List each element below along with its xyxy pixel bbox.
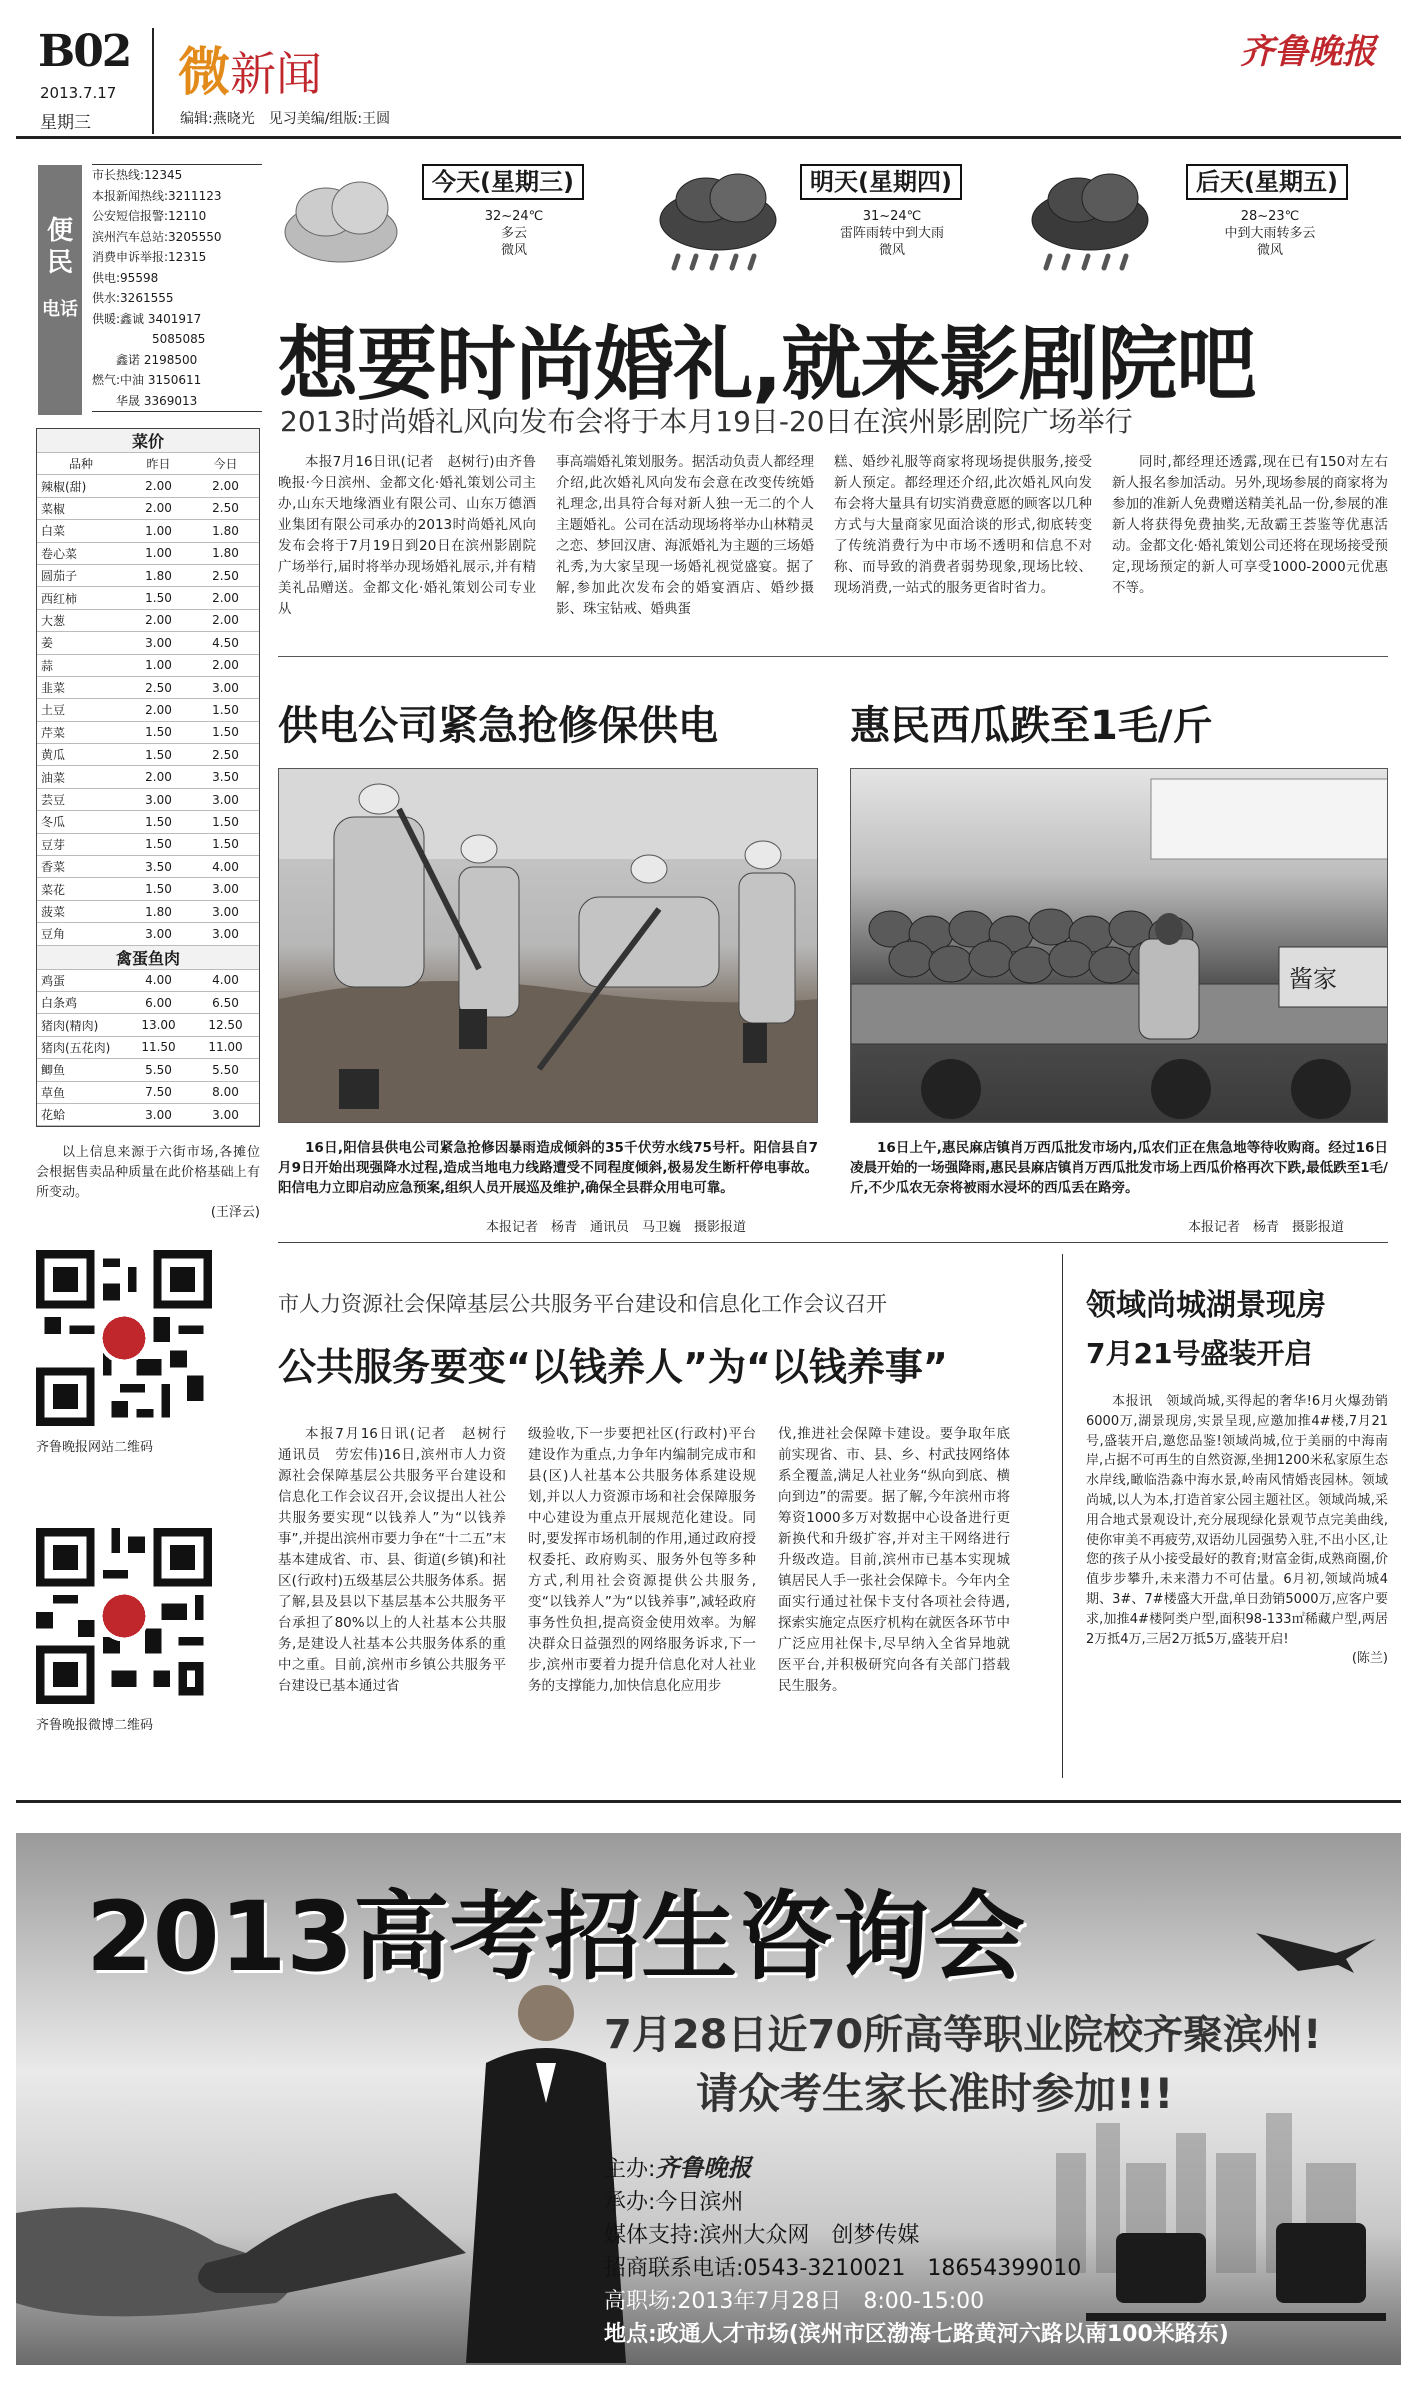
item-name: 豆角 [37,923,125,945]
price-today: 3.00 [192,676,259,698]
price-row [37,676,259,698]
ad-host [604,2151,1229,2186]
ad-title: 2013高考招生咨询会 [86,1881,1026,1993]
section-title-b: 新闻 [230,47,323,101]
weather-temp: 32~24℃ [484,209,544,224]
hotline-item: 供暖:鑫诚 3401917 [92,311,202,326]
item-name: 芹菜 [37,721,125,743]
header-divider [152,28,154,134]
service-column [278,1424,520,1697]
item-name: 西红柿 [37,587,125,609]
weather-after-info [1200,208,1340,259]
price-today: 1.50 [192,833,259,855]
item-name: 鸡蛋 [37,969,125,991]
price-table-title: 菜价 [37,429,259,453]
price-yesterday: 5.50 [125,1059,192,1081]
item-name: 姜 [37,632,125,654]
airplane-icon [1256,1933,1376,1973]
weather-today [276,160,636,285]
cart-sign-text: 酱家 [1289,965,1337,993]
price-yesterday: 1.50 [125,721,192,743]
lead-column [556,452,814,620]
thunder-rain-icon [648,160,788,285]
price-today: 4.00 [192,856,259,878]
price-yesterday: 1.00 [125,542,192,564]
price-today: 4.50 [192,632,259,654]
price-row [37,632,259,654]
ad-venue: 地点:政通人才市场(滨州市区渤海七路黄河六路以南100米路东) [604,2322,1229,2347]
qr-weibo-label: 齐鲁晚报微博二维码 [36,1718,154,1733]
estate-author: (陈兰) [1351,1651,1388,1667]
hotline-item: 消费申诉举报:12315 [92,250,207,264]
price-row [37,788,259,810]
price-today: 2.00 [192,587,259,609]
hotline-item: 市长热线:12345 [92,168,183,182]
price-yesterday: 1.50 [125,878,192,900]
price-today: 2.00 [192,654,259,676]
price-today: 2.00 [192,609,259,631]
price-today: 2.00 [192,475,259,497]
qr-code-icon [36,1250,212,1426]
hotline-list [92,164,262,412]
ad-line2: 请众考生家长准时参加!!! [696,2069,1174,2118]
price-yesterday: 1.50 [125,833,192,855]
item-name: 韭菜 [37,676,125,698]
price-yesterday: 2.00 [125,699,192,721]
item-name: 卷心菜 [37,542,125,564]
lead-column [278,452,536,620]
hotline-item: 燃气:中油 3150611 [92,373,202,387]
estate-paragraph: 本报讯 领域尚城,买得起的奢华!6月火爆劲销6000万,湖景现房,实景呈现,应邀加推4#楼,7月21号,盛装开启,邀您品鉴!领域尚城,位于美丽的中海南岸,占据不可再生的自然资源,坐拥1200米私家原生态水岸线,瞰临浩淼中海水景,岭南风情婚丧园林。领域尚城,以人为本,打造首家公园主题社区。领域尚城,采用合地式景观设计,充分展现绿化景观节点完美曲线,使你审美不再疲劳,双语幼儿园强势入驻,不出小区,让您的孩子从小接受最好的教育;财富金街,成熟商圈,价值步步攀升,未来潜力不可估量。6月初,领域尚城4期、3#、7#楼盛大开盘,单日劲销5000万,应客户要求,加推4#楼阿类户型,面积98-133㎡稀藏户型,两居2万抵4万,三居2万抵5万,盛装开启! [1086,1394,1388,1647]
weather-cond: 中到大雨转多云 [1224,226,1316,241]
price-today: 6.50 [192,991,259,1013]
col-head: 品种 [37,453,125,475]
price-today: 3.00 [192,900,259,922]
section-title-a: 微 [178,42,231,103]
photo2-title: 惠民西瓜跌至1毛/斤 [850,703,1213,749]
photo1-caption: 16日,阳信县供电公司紧急抢修因暴雨造成倾斜的35千伏劳水线75号杆。阳信县自7月9日开始出现强降水过程,造成当地电力线路遭受不同程度倾斜,极易发生断杆停电事故。阳信电力立即启动应急预案,组织人员开展巡及维护,确保全县群众用电可靠。 [278,1140,818,1196]
photo-divider [278,1242,1388,1243]
lead-divider [278,656,1388,657]
price-row [37,878,259,900]
service-column [528,1424,756,1697]
lead-paragraph: 事高端婚礼策划服务。据活动负责人都经理介绍,此次婚礼风向发布会意在改变传统婚礼理念,出具符合每对新人独一无二的个人主题婚礼。公司在活动现场将举办山林精灵之恋、梦回汉唐、海派婚礼为主题的三场婚礼秀,为大家呈现一场婚礼视觉盛宴。据了解,参加此次发布会的婚宴酒店、婚纱摄影、珠宝钻戒、婚典蛋 [556,454,814,617]
ad-line1: 7月28日近70所高等职业院校齐聚滨州! [604,2012,1322,2058]
price-yesterday: 2.00 [125,766,192,788]
businessman [466,1985,626,2363]
price-row [37,900,259,922]
hotline-item: 本报新闻热线:3211123 [92,188,222,203]
heavy-rain-icon [1020,160,1160,285]
weather-wind: 微风 [878,243,905,258]
price-row [37,833,259,855]
price-yesterday: 1.80 [125,564,192,586]
item-name: 大葱 [37,609,125,631]
hotline-tag-sub: 电话 [42,299,78,320]
photo2-image [850,768,1388,1123]
item-name: 花蛤 [37,1103,125,1125]
hotline-tag-main: 便民 [46,216,73,278]
price-row [37,766,259,788]
price-row [37,1059,259,1081]
service-headline: 公共服务要变“以钱养人”为“以钱养事” [278,1345,948,1389]
price-row [37,721,259,743]
price-row [37,1014,259,1036]
price-yesterday: 3.00 [125,788,192,810]
item-name: 土豆 [37,699,125,721]
weather-today-label: 今天(星期三) [422,164,584,200]
handshake-right [198,2193,466,2293]
item-name: 黄瓜 [37,744,125,766]
hotline-item: 5085085 [92,332,206,346]
price-row [37,744,259,766]
service-paragraph: 本报7月16日讯(记者 赵树行 通讯员 劳宏伟)16日,滨州市人力资源社会保障基层公共服务平台建设和信息化工作会议召开,会议提出人社公共服务要实现“以钱养人”为“以钱养事”,并提出滨州市要力争在“十二五”末基本建成省、市、县、街道(乡镇)和社区(行政村)五级基层公共服务体系。据了解,县及县以下基层基本公共服务平台承担了80%以上的人社基本公共服务,是建设人社基本公共服务体系的重中之重。目前,滨州市乡镇公共服务平台建设已基本通过省 [278,1426,520,1694]
item-name: 白菜 [37,520,125,542]
price-note-author: (王泽云) [210,1205,260,1220]
price-today: 4.00 [192,969,259,991]
qr-weibo[interactable] [36,1528,212,1733]
weather-temp: 28~23℃ [1240,209,1300,224]
price-yesterday: 7.50 [125,1081,192,1103]
price-today: 5.50 [192,1059,259,1081]
estate-subtitle: 7月21号盛装开启 [1086,1337,1313,1370]
price-yesterday: 6.00 [125,991,192,1013]
ad-organizer: 承办:今日滨州 [604,2190,744,2215]
price-today: 2.50 [192,497,259,519]
service-kicker: 市人力资源社会保障基层公共服务平台建设和信息化工作会议召开 [278,1292,887,1316]
header-rule [16,136,1401,139]
price-row [37,609,259,631]
photo1-image [278,768,818,1123]
price-today: 1.80 [192,542,259,564]
weather-tomorrow-label: 明天(星期四) [800,164,962,200]
price-today: 3.00 [192,878,259,900]
service-paragraph: 级验收,下一步要把社区(行政村)平台建设作为重点,力争年内编制完成市和县(区)人社基本公共服务体系建设规划,并以人力资源市场和社会保障服务中心建设为重点开展规范化建设。同时,要发挥市场机制的作用,通过政府授权委托、政府购买、服务外包等多种方式,利用社会资源提供公共服务,变“以钱养人”为“以钱养事”,减轻政府事务性负担,提高资金使用效率。为解决群众日益强烈的网络服务诉求,下一步,滨州市要着力提升信息化对人社业务的支撑能力,加快信息化应用步 [528,1426,756,1694]
price-row [37,923,259,945]
ad-top-rule [16,1800,1401,1803]
qr-website[interactable] [36,1250,212,1455]
weather-cond: 雷阵雨转中到大雨 [839,226,944,241]
cloudy-icon [276,160,406,285]
item-name: 芸豆 [37,788,125,810]
price-yesterday: 2.50 [125,676,192,698]
item-name: 辣椒(甜) [37,475,125,497]
lead-column [1112,452,1388,599]
price-table [36,428,260,1127]
ad-host-logo: 齐鲁晚报 [655,2153,752,2182]
item-name: 菠菜 [37,900,125,922]
price-yesterday: 2.00 [125,497,192,519]
price-yesterday: 11.50 [125,1036,192,1058]
price-note-text: 以上信息来源于六街市场,各摊位会根据售卖品种质量在此价格基础上有所变动。 [36,1145,260,1200]
estate-title: 领域尚城湖景现房 [1086,1288,1326,1323]
hotline-tag [38,165,82,415]
exam-fair-ad[interactable] [16,1833,1401,2365]
item-name: 油菜 [37,766,125,788]
issue-date: 2013.7.17 [40,84,117,102]
qr-website-label: 齐鲁晚报网站二维码 [36,1440,154,1455]
price-row [37,475,259,497]
price-yesterday: 4.00 [125,969,192,991]
price-yesterday: 3.00 [125,923,192,945]
price-today: 2.50 [192,744,259,766]
price-row [37,542,259,564]
price-row [37,497,259,519]
estate-box-border [1062,1254,1063,1778]
lead-paragraph: 同时,都经理还透露,现在已有150对左右新人报名参加活动。另外,现场参展的商家将为参加的准新人免费赠送精美礼品一份,参展的准新人将获得免费抽奖,无敌霸王荟鉴等优惠活动。金都文化·婚礼策划公司还将在现场接受预定,现场预定的新人可享受1000-2000元优惠不等。 [1112,454,1388,596]
meat-section-title: 禽蛋鱼肉 [37,945,259,969]
hotline-item: 鑫诺 2198500 [92,352,198,367]
item-name: 圆茄子 [37,564,125,586]
weather-after [1020,160,1400,285]
photo1-credit: 本报记者 杨青 通讯员 马卫巍 摄影报道 [486,1220,747,1235]
price-yesterday: 1.00 [125,520,192,542]
price-row [37,811,259,833]
ad-time: 高职场:2013年7月28日 8:00-15:00 [604,2289,985,2314]
hotline-item: 供电:95598 [92,270,159,285]
price-row [37,969,259,991]
price-yesterday: 1.50 [125,744,192,766]
estate-body [1086,1392,1388,1669]
price-row [37,1036,259,1058]
photo2-credit: 本报记者 杨青 摄影报道 [1188,1220,1345,1235]
price-today: 1.50 [192,811,259,833]
col-head: 昨日 [125,453,192,475]
price-today: 2.50 [192,564,259,586]
hotline-item: 华晟 3369013 [92,393,198,408]
issue-weekday: 星期三 [40,113,91,133]
price-yesterday: 2.00 [125,609,192,631]
item-name: 猪肉(精肉) [37,1014,125,1036]
price-today: 3.00 [192,1103,259,1125]
price-yesterday: 2.00 [125,475,192,497]
weather-tomorrow [648,160,1018,285]
price-yesterday: 3.00 [125,632,192,654]
weather-cond: 多云 [500,226,527,241]
price-today: 12.50 [192,1014,259,1036]
price-row [37,520,259,542]
price-today: 8.00 [192,1081,259,1103]
hotline-item: 供水:3261555 [92,291,174,305]
qr-code-icon [36,1528,212,1704]
item-name: 豆芽 [37,833,125,855]
weather-wind: 微风 [500,243,527,258]
watermelon-market-photo [851,769,1388,1123]
item-name: 蒜 [37,654,125,676]
lead-column [834,452,1092,599]
price-row [37,1081,259,1103]
price-yesterday: 3.50 [125,856,192,878]
photo2-caption: 16日上午,惠民麻店镇肖万西瓜批发市场内,瓜农们正在焦急地等待收购商。经过16日凌晨开始的一场强降雨,惠民县麻店镇肖万西瓜批发市场上西瓜价格再次下跌,最低跌至1毛/斤,不少瓜农无奈将被雨水浸坏的西瓜丢在路旁。 [850,1140,1388,1196]
page-number: B02 [38,26,131,77]
lead-paragraph: 糕、婚纱礼服等商家将现场提供服务,接受新人预定。都经理还介绍,此次婚礼风向发布会将大量具有切实消费意愿的顾客以几种方式与大量商家见面洽谈的形式,彻底转变了传统消费行为中市场不透明和信息不对称、而导致的消费者弱势现象,现场比较、现场消费,一站式的服务更省时省力。 [834,454,1092,596]
price-note [36,1143,260,1223]
price-yesterday: 1.80 [125,900,192,922]
lead-paragraph: 本报7月16日讯(记者 赵树行)由齐鲁晚报·今日滨州、金都文化·婚礼策划公司主办,山东天地缘酒业有限公司、山东万德酒业集团有限公司承办的2013时尚婚礼风向发布会将于7月19日到20日在滨州影剧院广场举行,届时将举办现场婚礼展示,并有精美礼品赠送。金都文化·婚礼策划公司专业从 [278,454,536,617]
price-yesterday: 1.50 [125,811,192,833]
ad-info [604,2151,1229,2351]
service-column [778,1424,1010,1697]
price-today: 1.50 [192,721,259,743]
editor-credits: 编辑:燕晓光 见习美编/组版:王圆 [180,111,391,127]
price-row [37,1103,259,1125]
price-today: 3.00 [192,923,259,945]
price-row [37,991,259,1013]
col-head: 今日 [192,453,259,475]
hotline-item: 公安短信报警:12110 [92,209,207,223]
weather-today-info [444,208,584,259]
weather-after-label: 后天(星期五) [1186,164,1348,200]
weather-temp: 31~24℃ [862,209,922,224]
price-row [37,654,259,676]
price-row [37,587,259,609]
weather-wind: 微风 [1256,243,1283,258]
price-today: 1.80 [192,520,259,542]
price-row [37,699,259,721]
section-title [178,30,322,105]
power-repair-photo [279,769,818,1123]
lead-headline: 想要时尚婚礼,就来影剧院吧 [278,318,1256,411]
item-name: 冬瓜 [37,811,125,833]
item-name: 猪肉(五花肉) [37,1036,125,1058]
item-name: 菜花 [37,878,125,900]
item-name: 菜椒 [37,497,125,519]
price-yesterday: 1.00 [125,654,192,676]
price-yesterday: 3.00 [125,1103,192,1125]
price-today: 3.00 [192,788,259,810]
paper-logo: 齐鲁晚报 [1240,32,1376,72]
price-today: 3.50 [192,766,259,788]
price-today: 1.50 [192,699,259,721]
photo1-title: 供电公司紧急抢修保供电 [278,703,718,749]
weather-tomorrow-info [812,208,972,259]
service-paragraph: 伐,推进社会保障卡建设。要争取年底前实现省、市、县、乡、村武技网络体系全覆盖,满足人社业务“纵向到底、横向到边”的需要。据了解,今年滨州市将筹资1000多万对数据中心设备进行更新换代和升级扩容,并对主干网络进行升级改造。目前,滨州市已基本实现城镇居民人手一张社会保障卡。今年内全面实行通过社保卡支付各项社会待遇,探索实施定点医疗机构在就医各环节中广泛应用社保卡,尽早纳入全省异地就医平台,并积极研究向各有关部门搭载民生服务。 [778,1426,1010,1694]
lead-subheadline: 2013时尚婚礼风向发布会将于本月19日-20日在滨州影剧院广场举行 [280,405,1133,438]
hotline-item: 滨州汽车总站:3205550 [92,229,222,244]
item-name: 草鱼 [37,1081,125,1103]
price-yesterday: 13.00 [125,1014,192,1036]
price-today: 11.00 [192,1036,259,1058]
price-row [37,856,259,878]
ad-host-label: 主办: [604,2157,656,2182]
ad-phone: 招商联系电话:0543-3210021 18654399010 [604,2256,1082,2281]
item-name: 白条鸡 [37,991,125,1013]
ad-media: 媒体支持:滨州大众网 创梦传媒 [604,2223,920,2248]
item-name: 鲫鱼 [37,1059,125,1081]
item-name: 香菜 [37,856,125,878]
price-yesterday: 1.50 [125,587,192,609]
price-row [37,564,259,586]
